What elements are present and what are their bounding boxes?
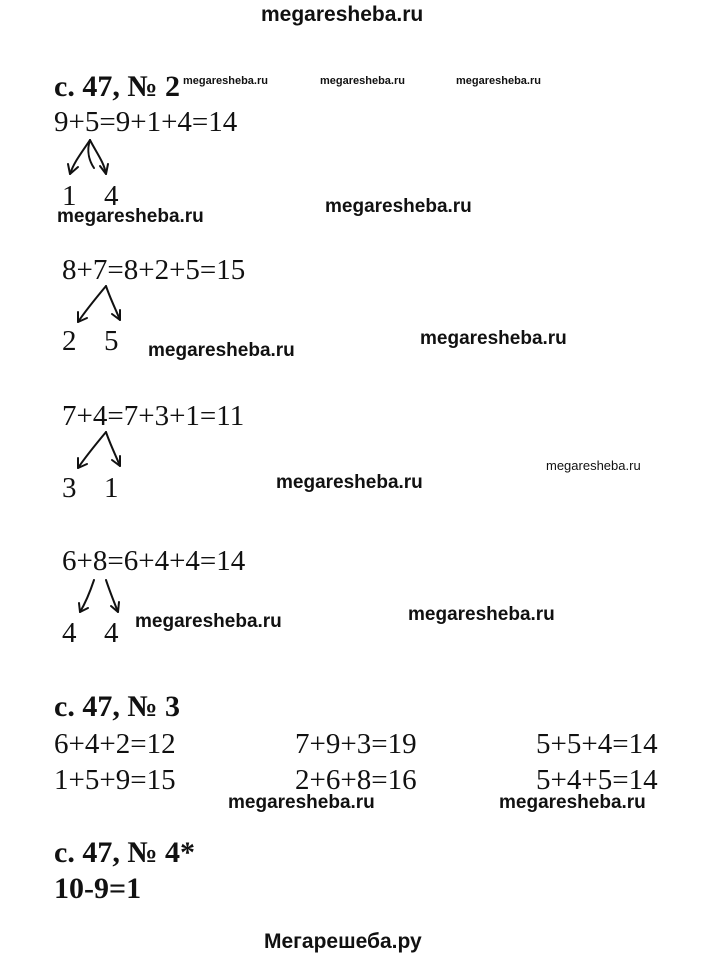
watermark: megaresheba.ru — [183, 75, 268, 87]
part-1b: 4 — [104, 180, 119, 212]
part-3a: 3 — [62, 472, 77, 504]
task2-heading: с. 47, № 2 — [54, 70, 180, 103]
task4-heading: с. 47, № 4* — [54, 836, 195, 869]
site-footer: Мегарешеба.ру — [264, 930, 422, 953]
watermark: megaresheba.ru — [228, 792, 375, 813]
watermark: megaresheba.ru — [499, 792, 646, 813]
equation-2: 8+7=8+2+5=15 — [62, 254, 246, 286]
watermark: megaresheba.ru — [408, 604, 555, 625]
watermark: megaresheba.ru — [546, 458, 641, 473]
task3-expr-2-3: 5+4+5=14 — [536, 764, 658, 796]
part-1a: 1 — [62, 180, 77, 212]
watermark: megaresheba.ru — [57, 206, 204, 227]
watermark: megaresheba.ru — [276, 472, 423, 493]
watermark: megaresheba.ru — [420, 328, 567, 349]
part-4a: 4 — [62, 617, 77, 649]
task3-expr-1-3: 5+5+4=14 — [536, 728, 658, 760]
equation-1: 9+5=9+1+4=14 — [54, 106, 238, 138]
task3-expr-2-2: 2+6+8=16 — [295, 764, 417, 796]
part-2b: 5 — [104, 325, 119, 357]
watermark: megaresheba.ru — [456, 75, 541, 87]
watermark: megaresheba.ru — [148, 340, 295, 361]
part-4b: 4 — [104, 617, 119, 649]
equation-4: 6+8=6+4+4=14 — [62, 545, 246, 577]
watermark: megaresheba.ru — [320, 75, 405, 87]
watermark: megaresheba.ru — [325, 196, 472, 217]
watermark: megaresheba.ru — [135, 611, 282, 632]
task3-expr-1-2: 7+9+3=19 — [295, 728, 417, 760]
task3-expr-2-1: 1+5+9=15 — [54, 764, 176, 796]
site-header: megaresheba.ru — [261, 3, 424, 26]
part-3b: 1 — [104, 472, 119, 504]
task3-heading: с. 47, № 3 — [54, 690, 180, 723]
task4-answer: 10-9=1 — [54, 872, 142, 905]
equation-3: 7+4=7+3+1=11 — [62, 400, 245, 432]
task3-expr-1-1: 6+4+2=12 — [54, 728, 176, 760]
part-2a: 2 — [62, 325, 77, 357]
